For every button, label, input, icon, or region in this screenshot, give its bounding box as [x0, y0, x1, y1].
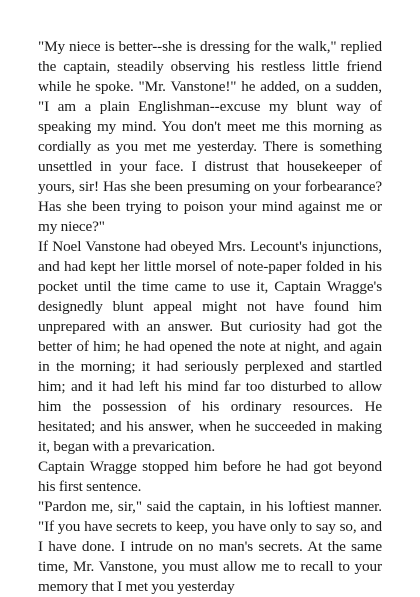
- paragraph-1: "My niece is better--she is dressing for the walk," replied the captain, steadily observing his restless little friend while he spoke. "Mr. Vanstone!" he added, on a sudden, "I am a plain Englishman--excuse my blunt way of speaking my mind. You don't meet me this morning as cordially as you met me yesterday. There is something unsettled in your face. I distrust that housekeeper of yours, sir! Has she been presuming on your forbearance? Has she been trying to poison your mind against me or my niece?": [38, 38, 382, 235]
- paragraph-4: "Pardon me, sir," said the captain, in his loftiest manner. "If you have secrets to keep, you have only to say so, and I have done. I intrude on no man's secrets. At the same time, Mr. Vanstone, you must allow me to recall to your memory that I met you yesterday: [38, 498, 382, 595]
- paragraph-2: If Noel Vanstone had obeyed Mrs. Lecount's injunctions, and had kept her little morsel of note-paper folded in his pocket until the time came to use it, Captain Wragge's designedly blunt appeal might not have found him unprepared with an answer. But curiosity had got the better of him; he had opened the note at night, and again in the morning; it had seriously perplexed and startled him; and it had left his mind far too disturbed to allow him the possession of his ordinary resources. He hesitated; and his answer, when he succeeded in making it, began with a prevarication.: [38, 238, 382, 455]
- paragraph-3: Captain Wragge stopped him before he had got beyond his first sentence.: [38, 458, 382, 495]
- book-page: [38, 37, 382, 597]
